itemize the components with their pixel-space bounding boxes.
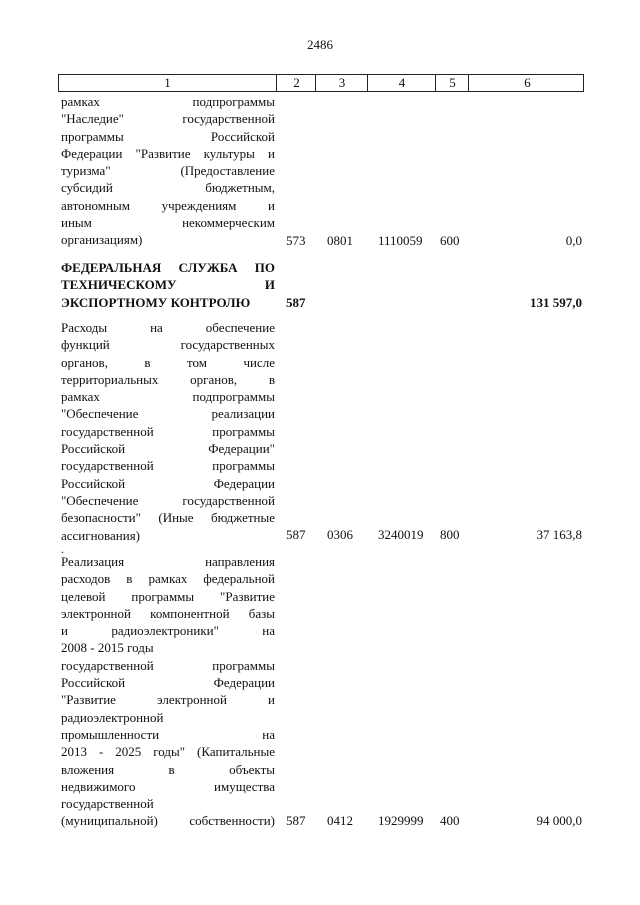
description-line: Реализация направления (61, 554, 275, 569)
description-line: "Наследие" государственной (61, 111, 275, 127)
description-line: государственной программы (61, 423, 275, 439)
description-line: Российской Федерации (61, 675, 275, 691)
description-line: государственной программы (61, 458, 275, 474)
description-line: электронной компонентной базы (61, 605, 275, 621)
description-line: Российской Федерации (61, 475, 275, 491)
row-amount: 94 000,0 (536, 813, 582, 828)
description-line: ФЕДЕРАЛЬНАЯ СЛУЖБА ПО (61, 260, 275, 275)
description-line: территориальных органов, в (61, 371, 275, 387)
description-line: "Обеспечение государственной (61, 492, 275, 508)
description-line: "Развитие электронной и (61, 692, 275, 708)
row-amount: 37 163,8 (536, 527, 582, 542)
page-number: 2486 (307, 37, 333, 52)
row-section: 0801 (327, 233, 353, 248)
description-line: рамках подпрограммы (61, 94, 275, 109)
description-line: ТЕХНИЧЕСКОМУ И (61, 277, 275, 293)
description-line: целевой программы "Развитие (61, 588, 275, 604)
description-line: автономным учреждениям и (61, 197, 275, 213)
description-line: вложения в объекты (61, 761, 275, 777)
description-line: субсидий бюджетным, (61, 180, 275, 196)
header-col-3: 3 (315, 75, 368, 91)
description-line: Российской Федерации" (61, 441, 275, 457)
row-description (61, 93, 275, 249)
row-section: 0412 (327, 813, 353, 828)
description-line: 2013 - 2025 годы" (Капитальные (61, 744, 275, 760)
description-line: (муниципальной) собственности) (61, 813, 275, 829)
description-line: иным некоммерческим (61, 215, 275, 231)
description-line: безопасности" (Иные бюджетные (61, 510, 275, 526)
header-col-4: 4 (367, 75, 436, 91)
row-target: 3240019 (378, 527, 424, 542)
header-col-6: 6 (468, 75, 586, 91)
description-line: 2008 - 2015 годы (61, 640, 154, 656)
row-code: 587 (286, 295, 306, 310)
row-description (61, 259, 275, 311)
row-expense-type: 400 (440, 813, 460, 828)
description-line: ассигнования) (61, 527, 141, 543)
description-line: и радиоэлектроники" на (61, 623, 275, 639)
description-line: рамках подпрограммы (61, 389, 275, 405)
row-code: 573 (286, 233, 306, 248)
description-line: туризма" (Предоставление (61, 163, 275, 179)
header-col-2: 2 (276, 75, 316, 91)
description-line: "Обеспечение реализации (61, 406, 275, 422)
description-line: расходов в рамках федеральной (61, 571, 275, 587)
table-header (58, 74, 584, 92)
description-line: организациям) (61, 232, 143, 248)
row-amount: 131 597,0 (530, 295, 582, 310)
row-expense-type: 600 (440, 233, 460, 248)
description-line: органов, в том числе (61, 354, 275, 370)
description-line: Расходы на обеспечение (61, 320, 275, 335)
description-line: Федерации "Развитие культуры и (61, 145, 275, 161)
description-line: государственной программы (61, 657, 275, 673)
description-line: государственной (61, 796, 154, 812)
description-line: функций государственных (61, 337, 275, 353)
row-target: 1929999 (378, 813, 424, 828)
header-col-5: 5 (435, 75, 469, 91)
header-col-1: 1 (164, 75, 171, 90)
description-line: программы Российской (61, 128, 275, 144)
description-line: ЭКСПОРТНОМУ КОНТРОЛЮ (61, 294, 251, 310)
row-expense-type: 800 (440, 527, 460, 542)
row-description (61, 319, 275, 544)
row-target: 1110059 (378, 233, 423, 248)
description-line: промышленности на (61, 726, 275, 742)
row-code: 587 (286, 527, 306, 542)
row-code: 587 (286, 813, 306, 828)
description-line: радиоэлектронной (61, 709, 164, 725)
row-amount: 0,0 (565, 233, 582, 248)
row-description (61, 553, 275, 830)
description-line: недвижимого имущества (61, 778, 275, 794)
row-mark: . (61, 542, 64, 556)
row-section: 0306 (327, 527, 353, 542)
